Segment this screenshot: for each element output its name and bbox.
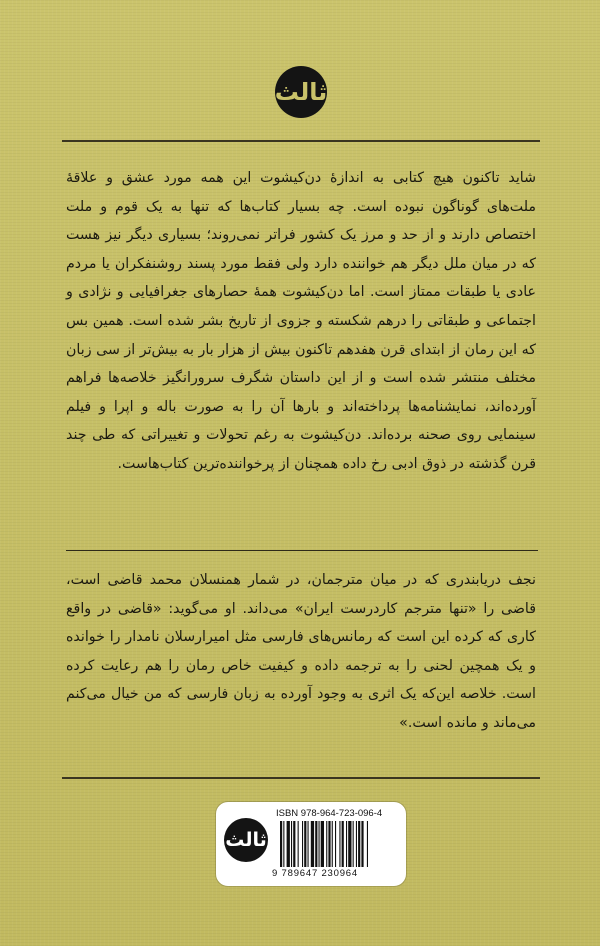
top-rule <box>62 140 540 142</box>
barcode-publisher-logo <box>224 818 268 862</box>
publisher-logo <box>275 66 327 118</box>
blurb-paragraph-1 <box>66 164 536 479</box>
paragraph-divider <box>66 550 538 551</box>
blurb-text-1: شاید تاکنون هیچ کتابی به اندازهٔ دن‌کیشوت این همه مورد عشق و علاقهٔ ملت‌های گوناگون نبوده است. چه بسیار کتاب‌ها که تنها به یک قوم و ملت اختصاص دارند و از حد و مرز یک کشور فراتر نمی‌روند؛ بسیاری دیگر نیز هست که در میان ملل دیگر هم خوانندە دارد ولی فقط مورد پسند روشنفکران یا مردم عادی یا طبقات ممتاز است. اما دن‌کیشوت همهٔ حصارهای جغرافیایی و نژادی و اجتماعی و طبقاتی را درهم شکسته و جزوی از تاریخ بشر شده است. همین بس که این رمان از ابتدای قرن هفدهم تاکنون بیش از هزار بار به بیش‌تر از سی زبان مختلف منتشر شده است و از این داستان شگرف سرورانگیز خلاصه‌ها فراهم آورده‌اند، نمایشنامه‌ها پرداخته‌اند و بارها آن را به صورت باله و اپرا و فیلم سینمایی روی صحنه برده‌اند. دن‌کیشوت به رغم تحولات و تغییراتی که طی چند قرن گذشته در ذوق ادبی رخ دادە همچنان از پرخوانندەترین کتاب‌هاست. <box>66 170 536 472</box>
barcode-digits: 9 789647 230964 <box>272 868 358 879</box>
bottom-rule <box>62 777 540 779</box>
barcode-logo-text: ثالث <box>225 828 267 851</box>
blurb-paragraph-2 <box>66 566 536 738</box>
blurb-text-2: نجف دریابندری که در میان مترجمان، در شمار همنسلان محمد قاضی است، قاضی را «تنها مترجم کاردرست ایران» می‌داند. او می‌گوید: «قاضی در واقع کاری که کردە این است که رمانس‌های فارسی مثل امیرارسلان نامدار را خواندە و یک همچین لحنی را به ترجمه دادە و کیفیت خاص رمان را هم رعایت کردە است. خلاصه این‌که یک اثری به وجود آوردە به زبان فارسی که من خیال می‌کنم می‌ماند و ماندە است.» <box>66 572 536 731</box>
barcode-panel <box>216 802 406 886</box>
barcode-icon <box>280 821 396 867</box>
isbn-label: ISBN 978-964-723-096-4 <box>276 808 383 819</box>
publisher-logo-text: ثالث <box>274 78 328 106</box>
